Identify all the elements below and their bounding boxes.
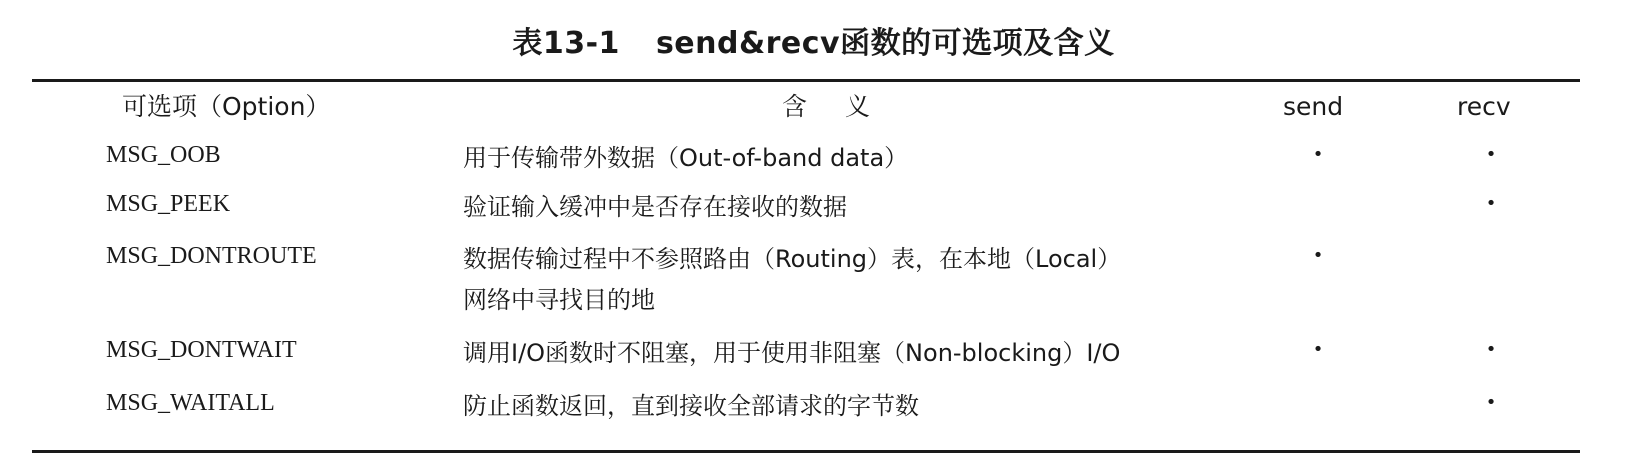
header-recv: recv	[1457, 92, 1511, 121]
meaning-line: 网络中寻找目的地	[463, 286, 655, 314]
meaning-line: 防止函数返回，直到接收全部请求的字节数	[463, 392, 919, 420]
option-name: MSG_WAITALL	[106, 390, 275, 416]
option-meaning	[463, 138, 1263, 179]
option-meaning	[463, 333, 1263, 374]
option-name: MSG_PEEK	[106, 191, 231, 217]
send-mark: •	[1312, 245, 1324, 266]
top-rule	[32, 79, 1580, 82]
meaning-line: 数据传输过程中不参照路由（Routing）表，在本地（Local）	[463, 245, 1122, 273]
header-meaning: 含义	[782, 92, 909, 121]
send-mark: •	[1312, 144, 1324, 165]
recv-mark: •	[1485, 144, 1497, 165]
meaning-line: 调用I/O函数时不阻塞，用于使用非阻塞（Non-blocking）I/O	[463, 339, 1121, 367]
option-name: MSG_DONTWAIT	[106, 337, 297, 363]
table-caption	[0, 18, 1627, 62]
table-number: 表13-1	[512, 26, 620, 61]
option-name: MSG_OOB	[106, 142, 221, 168]
recv-mark: •	[1485, 339, 1497, 360]
recv-mark: •	[1485, 392, 1497, 413]
meaning-line: 验证输入缓冲中是否存在接收的数据	[463, 193, 847, 221]
option-meaning	[463, 239, 1263, 321]
send-mark: •	[1312, 339, 1324, 360]
option-meaning	[463, 386, 1263, 427]
table-title: send&recv函数的可选项及含义	[655, 26, 1115, 61]
header-send: send	[1283, 92, 1344, 121]
option-name: MSG_DONTROUTE	[106, 243, 317, 269]
header-option: 可选项（Option）	[122, 92, 331, 121]
recv-mark: •	[1485, 193, 1497, 214]
option-meaning	[463, 187, 1263, 228]
bottom-rule	[32, 450, 1580, 453]
meaning-line: 用于传输带外数据（Out-of-band data）	[463, 144, 909, 172]
